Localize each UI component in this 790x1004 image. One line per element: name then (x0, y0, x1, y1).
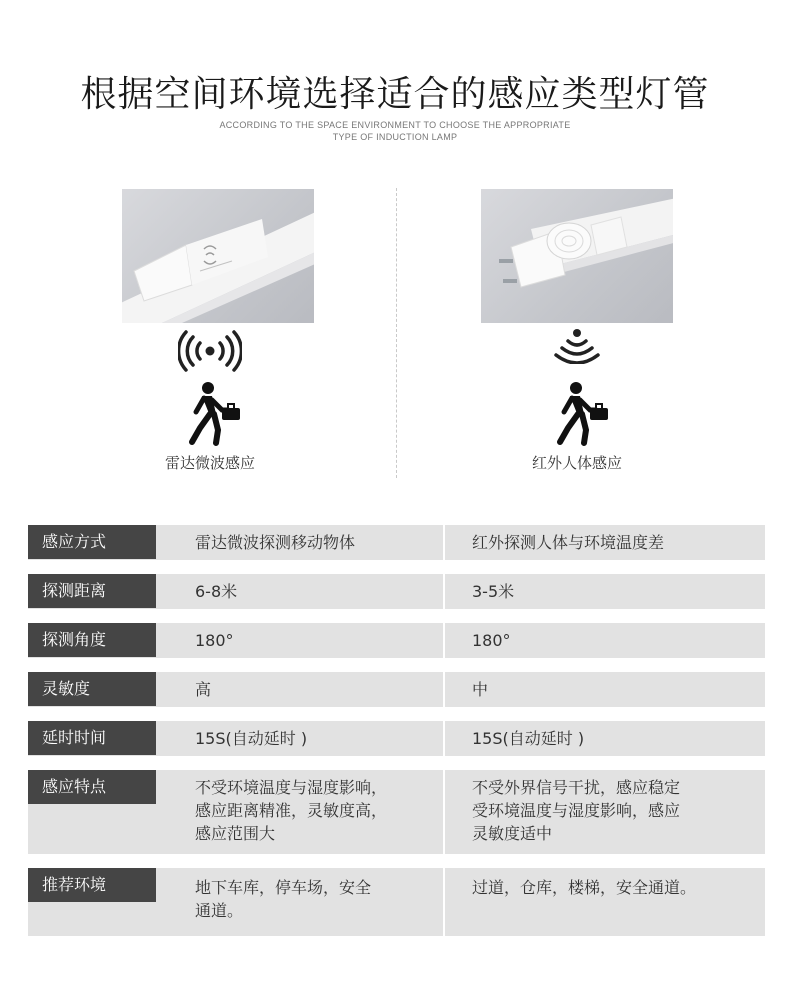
table-row (28, 623, 765, 658)
cell-text: 雷达微波探测移动物体 (195, 533, 356, 552)
subtitle-line-1: ACCORDING TO THE SPACE ENVIRONMENT TO CHOOSE THE APPROPRIATE (219, 120, 571, 130)
cell-text: 不受外界信号干扰，感应稳定 (472, 778, 681, 797)
page-subtitle (0, 119, 790, 143)
infrared-lamp-photo (481, 189, 673, 323)
cell-text: 感应距离精准，灵敏度高， (195, 801, 388, 820)
radar-cell (195, 623, 435, 652)
cell-text: 受环境温度与湿度影响，感应 (472, 801, 681, 820)
radar-cell (195, 525, 435, 554)
cell-text: 红外探测人体与环境温度差 (472, 533, 665, 552)
table-row (28, 868, 765, 936)
cell-separator (443, 574, 445, 609)
cell-text: 过道，仓库，楼梯，安全通道。 (472, 878, 697, 897)
infrared-cell (472, 868, 752, 899)
table-row (28, 525, 765, 560)
infrared-cell (472, 672, 752, 701)
cell-text: 灵敏度适中 (472, 824, 553, 843)
cell-separator (443, 770, 445, 854)
radar-cell (195, 574, 435, 603)
table-row (28, 574, 765, 609)
row-label: 探测角度 (28, 623, 156, 657)
table-row (28, 770, 765, 854)
walking-person-icon (554, 380, 612, 446)
cell-text: 中 (472, 680, 489, 699)
cell-separator (443, 868, 445, 936)
radar-cell (195, 868, 435, 922)
subtitle-line-2: TYPE OF INDUCTION LAMP (332, 132, 458, 142)
cell-text: 不受环境温度与湿度影响， (195, 778, 388, 797)
cell-text: 6-8米 (195, 582, 238, 601)
row-label: 感应特点 (28, 770, 156, 804)
cell-separator (443, 623, 445, 658)
cell-text: 感应范围大 (195, 824, 276, 843)
cell-separator (443, 672, 445, 707)
infrared-caption: 红外人体感应 (531, 454, 622, 472)
cell-text: 15S(自动延时 ) (195, 729, 308, 748)
radar-cell (195, 721, 435, 750)
walking-person-icon (186, 380, 244, 446)
cell-text: 通道。 (195, 901, 244, 920)
table-row (28, 721, 765, 756)
infrared-cell (472, 574, 752, 603)
row-label: 灵敏度 (28, 672, 156, 706)
infrared-cell (472, 525, 752, 554)
cell-text: 15S(自动延时 ) (472, 729, 585, 748)
infrared-cell (472, 721, 752, 750)
cell-text: 180° (195, 631, 234, 650)
cell-separator (443, 721, 445, 756)
cell-text: 地下车库，停车场，安全 (195, 878, 372, 897)
row-label: 延时时间 (28, 721, 156, 755)
radar-lamp-photo (122, 189, 314, 323)
infrared-cell (472, 770, 752, 845)
cell-text: 高 (195, 680, 212, 699)
infrared-cell (472, 623, 752, 652)
radar-wave-icon (178, 330, 242, 372)
radar-cell (195, 770, 435, 845)
row-label: 探测距离 (28, 574, 156, 608)
row-label: 感应方式 (28, 525, 156, 559)
radar-caption: 雷达微波感应 (164, 454, 255, 472)
table-row (28, 672, 765, 707)
page-title: 根据空间环境选择适合的感应类型灯管 (80, 74, 710, 115)
row-label: 推荐环境 (28, 868, 156, 902)
infrared-wave-icon (554, 328, 600, 364)
radar-cell (195, 672, 435, 701)
comparison-table (28, 525, 765, 936)
column-divider (396, 188, 397, 478)
cell-separator (443, 525, 445, 560)
cell-text: 3-5米 (472, 582, 515, 601)
cell-text: 180° (472, 631, 511, 650)
